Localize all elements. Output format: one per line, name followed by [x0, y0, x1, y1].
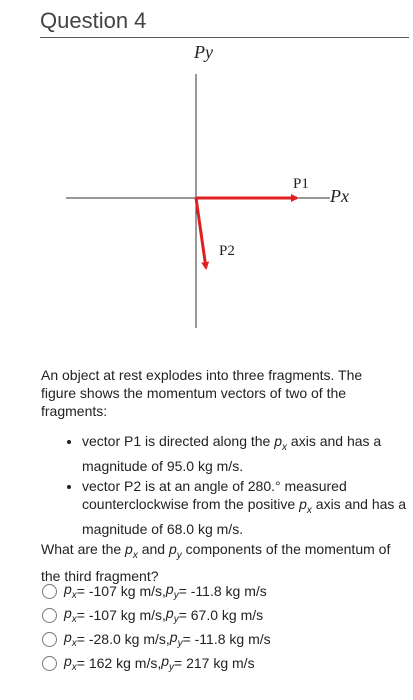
vector-list [62, 432, 413, 540]
bullet-p2: • vector P2 is at an angle of 280.° measured counterclockwise from the positive $p_x$ axis and has a magnitude of 68.0 kg m/s. [82, 477, 413, 538]
momentum-vector-figure [0, 38, 413, 338]
answer-choice-4[interactable]: $p_x$ = 162 kg m/s, $p_y$ = 217 kg m/s [42, 651, 402, 675]
y-axis-label: Py [194, 42, 213, 62]
question-title: Question 4 [40, 8, 147, 33]
radio-button[interactable] [42, 584, 57, 599]
answer-choice-3[interactable]: $p_x$ = -28.0 kg m/s, $p_y$ = -11.8 kg m/s [42, 627, 402, 651]
answer-choice-2[interactable]: $p_x$ = -107 kg m/s, $p_y$ = 67.0 kg m/s [42, 603, 402, 627]
radio-button[interactable] [42, 608, 57, 623]
question-stem: An object at rest explodes into three fragments. The figure shows the momentum vectors of two of the fragments: [41, 367, 363, 419]
vector-p2 [196, 198, 206, 268]
x-axis-label: Px [330, 186, 349, 206]
question-prompt: What are the $p_x$ and $p_y$ components of the momentum of the third fragment? [41, 541, 391, 584]
p2-label: P2 [219, 243, 235, 259]
answer-choices [42, 579, 402, 675]
radio-button[interactable] [42, 656, 57, 671]
p1-label: P1 [293, 176, 309, 192]
radio-button[interactable] [42, 632, 57, 647]
bullet-p1: • vector P1 is directed along the $p_x$ axis and has a magnitude of 95.0 kg m/s. [82, 432, 413, 475]
answer-choice-1[interactable]: $p_x$ = -107 kg m/s, $p_y$ = -11.8 kg m/s [42, 579, 402, 603]
